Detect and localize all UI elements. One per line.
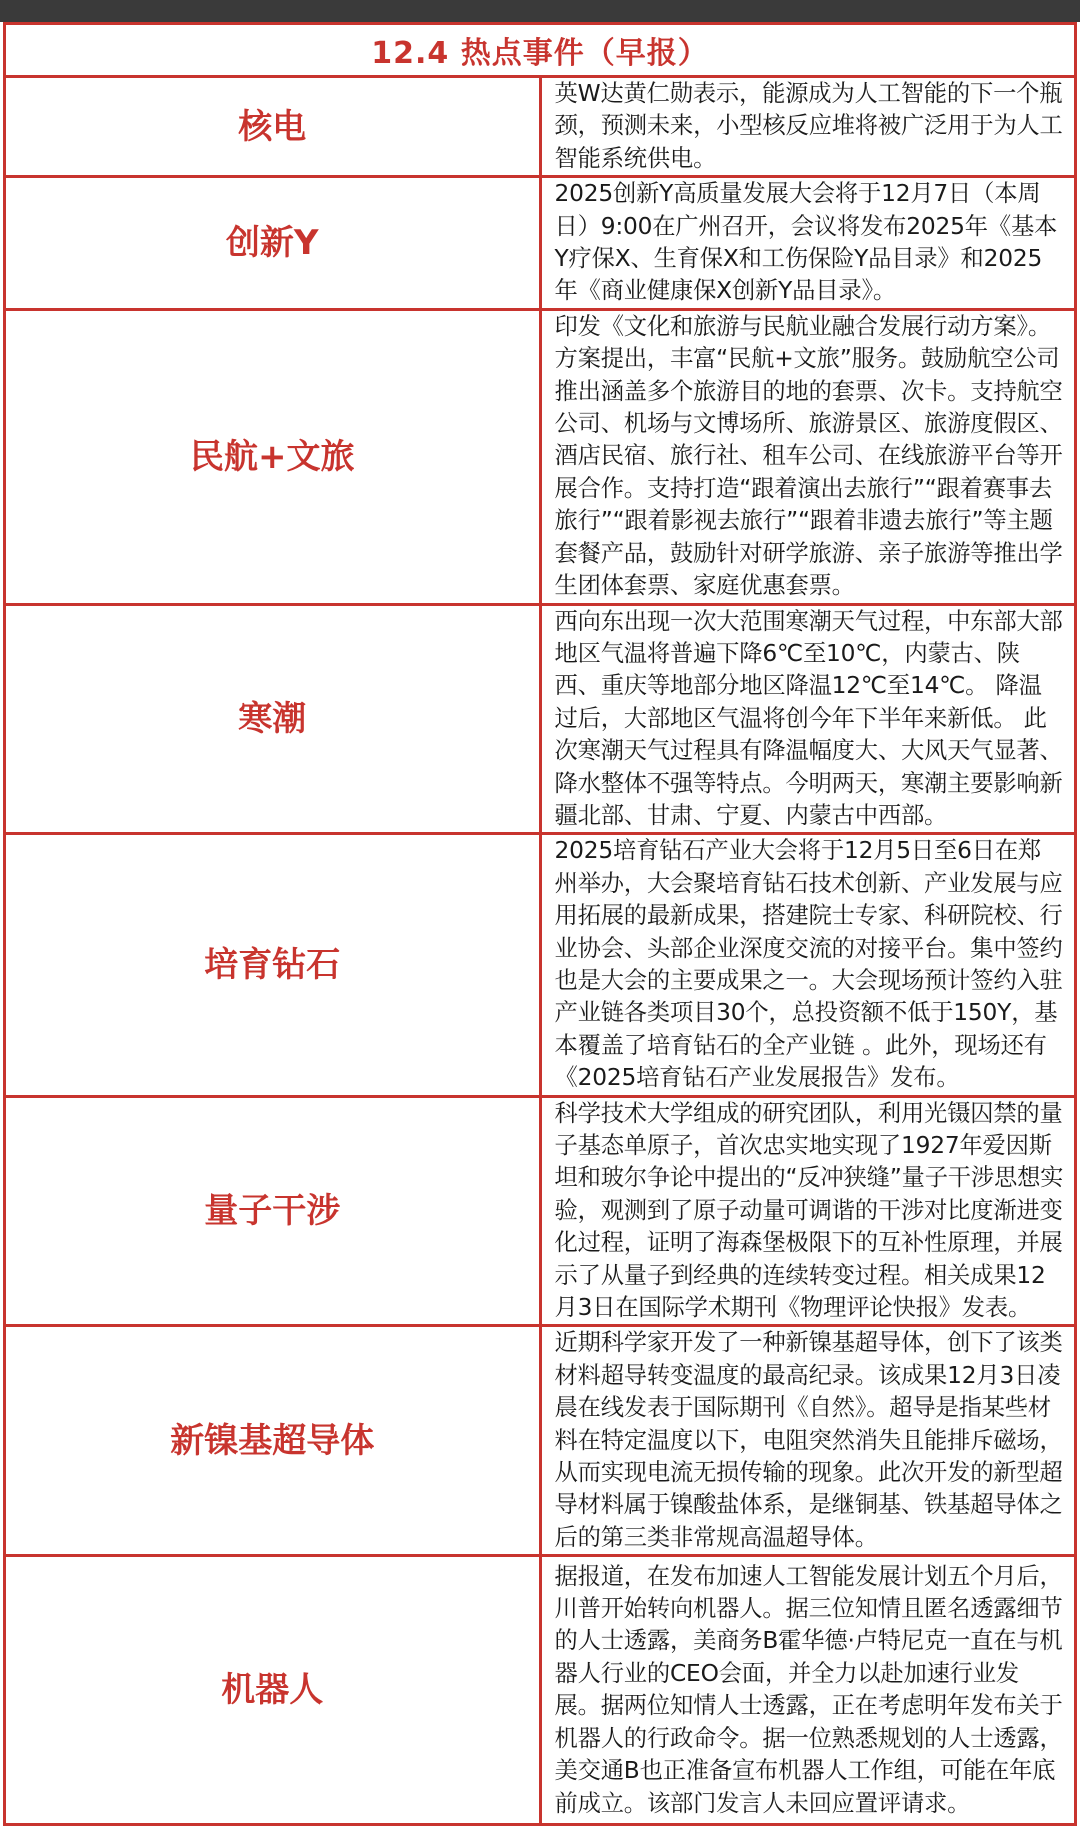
page-title: 12.4 热点事件（早报） bbox=[5, 24, 1076, 77]
table-row bbox=[5, 1096, 1076, 1326]
row-text-cold-wave: 西向东出现一次大范围寒潮天气过程，中东部大部地区气温将普遍下降6℃至10℃，内蒙古、陕西、重庆等地部分地区降温12℃至14℃。 降温过后，大部地区气温将创今年下半年来新低。 此次寒潮天气过程具有降温幅度大、大风天气显著、降水整体不强等特点。今明两天，寒潮主要影响新疆北部、甘肃、宁夏、内蒙古中西部。 bbox=[540, 604, 1076, 834]
table-row bbox=[5, 77, 1076, 177]
row-text-innovation: 2025创新Y高质量发展大会将于12月7日（本周日）9:00在广州召开，会议将发布2025年《基本Y疗保X、生育保X和工伤保险Y品目录》和2025年《商业健康保X创新Y品目录》。 bbox=[540, 177, 1076, 310]
table-row bbox=[5, 309, 1076, 604]
row-label-aviation-tourism: 民航+文旅 bbox=[5, 309, 541, 604]
title-row bbox=[5, 24, 1076, 77]
table-row bbox=[5, 604, 1076, 834]
row-text-quantum: 科学技术大学组成的研究团队，利用光镊囚禁的量子基态单原子，首次忠实地实现了1927年爱因斯坦和玻尔争论中提出的“反冲狭缝”量子干涉思想实验，观测到了原子动量可调谐的干涉对比度渐进变化过程，证明了海森堡极限下的互补性原理，并展示了从量子到经典的连续转变过程。相关成果12月3日在国际学术期刊《物理评论快报》发表。 bbox=[540, 1096, 1076, 1326]
row-text-robot: 据报道，在发布加速人工智能发展计划五个月后，川普开始转向机器人。据三位知情且匿名透露细节的人士透露，美商务B霍华德·卢特尼克一直在与机器人行业的CEO会面，并全力以赴加速行业发展。据两位知情人士透露，正在考虑明年发布关于机器人的行政命令。据一位熟悉规划的人士透露，美交通B也正准备宣布机器人工作组，可能在年底前成立。该部门发言人未回应置评请求。 bbox=[540, 1556, 1076, 1825]
row-text-nuclear: 英W达黄仁勋表示，能源成为人工智能的下一个瓶颈，预测未来，小型核反应堆将被广泛用于为人工智能系统供电。 bbox=[540, 77, 1076, 177]
row-label-nuclear: 核电 bbox=[5, 77, 541, 177]
table-row bbox=[5, 834, 1076, 1096]
row-label-cold-wave: 寒潮 bbox=[5, 604, 541, 834]
row-label-superconductor: 新镍基超导体 bbox=[5, 1326, 541, 1556]
row-text-aviation-tourism: 印发《文化和旅游与民航业融合发展行动方案》。方案提出，丰富“民航+文旅”服务。鼓励航空公司推出涵盖多个旅游目的地的套票、次卡。支持航空公司、机场与文博场所、旅游景区、旅游度假区、酒店民宿、旅行社、租车公司、在线旅游平台等开展合作。支持打造“跟着演出去旅行”“跟着赛事去旅行”“跟着影视去旅行”“跟着非遗去旅行”等主题套餐产品，鼓励针对研学旅游、亲子旅游等推出学生团体套票、家庭优惠套票。 bbox=[540, 309, 1076, 604]
news-table bbox=[3, 22, 1077, 1826]
table-row bbox=[5, 1326, 1076, 1556]
row-text-lab-diamond: 2025培育钻石产业大会将于12月5日至6日在郑州举办，大会聚培育钻石技术创新、产业发展与应用拓展的最新成果，搭建院士专家、科研院校、行业协会、头部企业深度交流的对接平台。集中签约也是大会的主要成果之一。大会现场预计签约入驻产业链各类项目30个，总投资额不低于150Y，基本覆盖了培育钻石的全产业链 。此外，现场还有《2025培育钻石产业发展报告》发布。 bbox=[540, 834, 1076, 1096]
table-row bbox=[5, 177, 1076, 310]
news-sheet bbox=[0, 22, 1080, 1817]
row-label-quantum: 量子干涉 bbox=[5, 1096, 541, 1326]
row-label-lab-diamond: 培育钻石 bbox=[5, 834, 541, 1096]
table-row bbox=[5, 1556, 1076, 1825]
row-label-robot: 机器人 bbox=[5, 1556, 541, 1825]
row-label-innovation: 创新Y bbox=[5, 177, 541, 310]
row-text-superconductor: 近期科学家开发了一种新镍基超导体，创下了该类材料超导转变温度的最高纪录。该成果12月3日凌晨在线发表于国际期刊《自然》。超导是指某些材料在特定温度以下，电阻突然消失且能排斥磁场，从而实现电流无损传输的现象。此次开发的新型超导材料属于镍酸盐体系，是继铜基、铁基超导体之后的第三类非常规高温超导体。 bbox=[540, 1326, 1076, 1556]
top-bar bbox=[0, 0, 1080, 22]
